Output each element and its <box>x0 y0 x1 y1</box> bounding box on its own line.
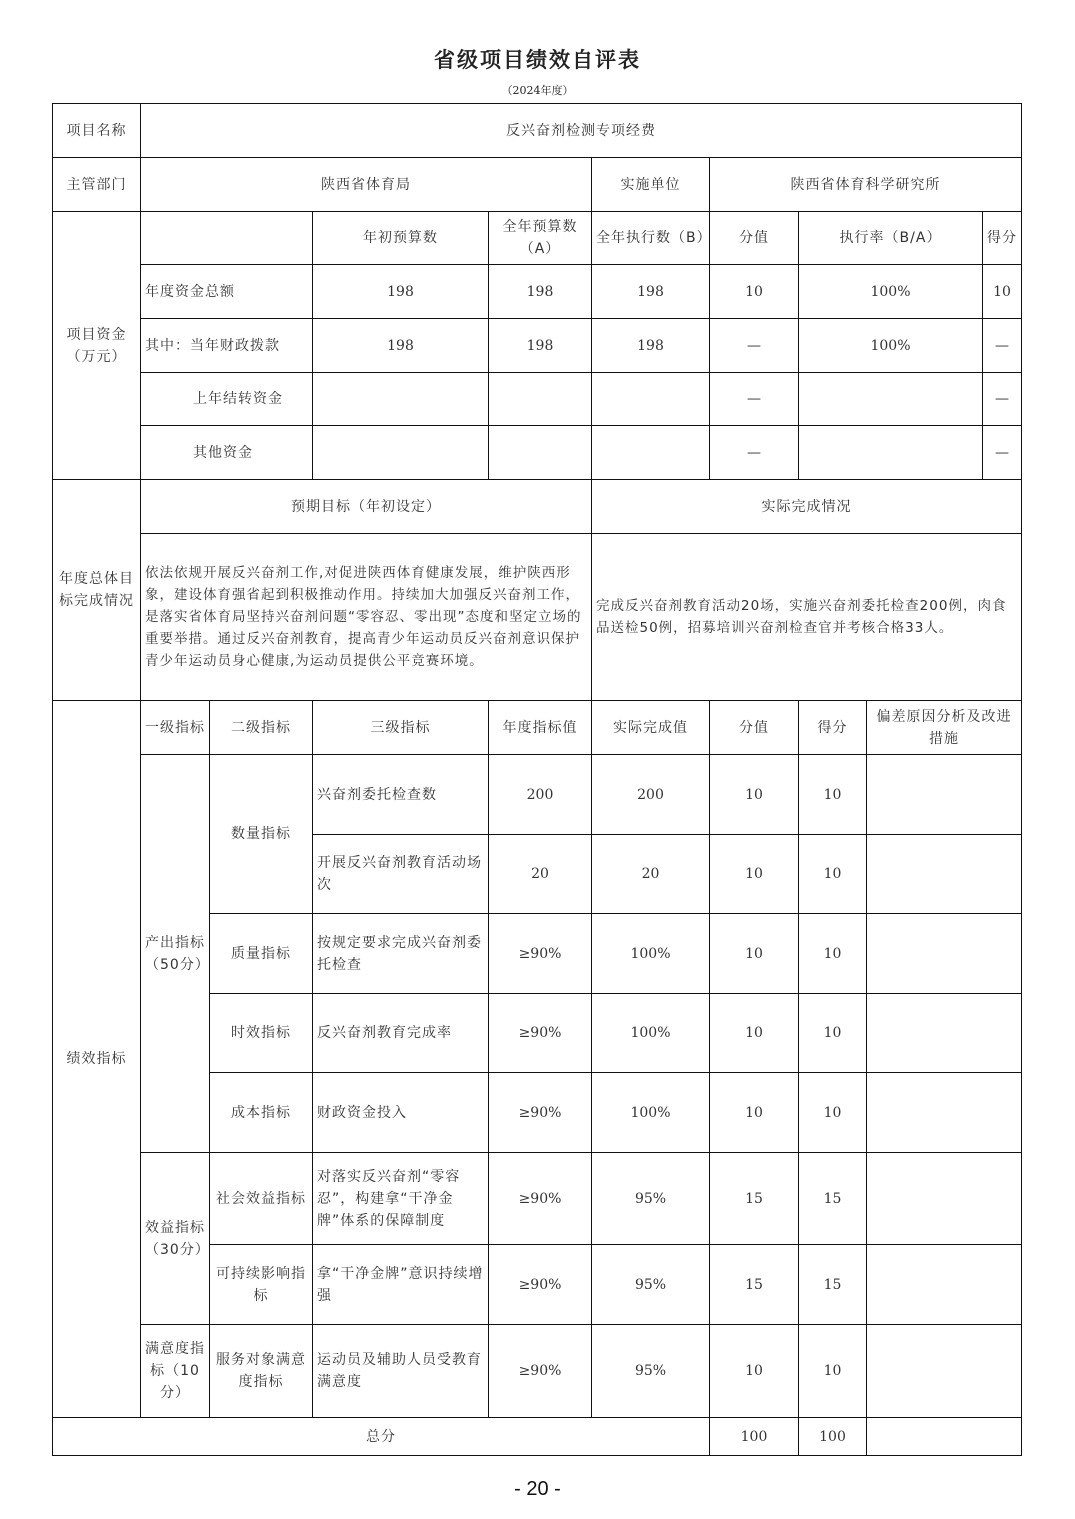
target-value: 20 <box>489 835 592 914</box>
funds-row <box>53 426 1022 480</box>
score: 15 <box>799 1245 867 1325</box>
score-value: 10 <box>710 1073 799 1153</box>
level3-text: 兴奋剂委托检查数 <box>313 755 489 835</box>
header-level2: 二级指标 <box>210 701 313 755</box>
level2-quality: 质量指标 <box>210 914 313 994</box>
actual-value: 200 <box>592 755 710 835</box>
funds-executed <box>592 373 710 426</box>
funds-initial: 198 <box>313 265 489 319</box>
funds-score: — <box>983 373 1022 426</box>
header-level1: 一级指标 <box>141 701 210 755</box>
funds-section-label: 项目资金（万元） <box>53 212 141 480</box>
level3-text: 拿“干净金牌”意识持续增强 <box>313 1245 489 1325</box>
level1-output: 产出指标（50分） <box>141 755 210 1153</box>
funds-header-row <box>53 212 1022 265</box>
funds-header-rate: 执行率（B/A） <box>799 212 983 265</box>
actual-value: 95% <box>592 1245 710 1325</box>
total-row <box>53 1418 1022 1456</box>
actual-value: 100% <box>592 914 710 994</box>
funds-executed <box>592 426 710 480</box>
target-value: ≥90% <box>489 1325 592 1418</box>
header-analysis: 偏差原因分析及改进措施 <box>867 701 1022 755</box>
funds-rate: 100% <box>799 265 983 319</box>
actual-completion-text: 完成反兴奋剂教育活动20场，实施兴奋剂委托检查200例，肉食品送检50例，招募培训兴奋剂检查官并考核合格33人。 <box>592 534 1022 701</box>
page-number: - 20 - <box>514 1478 561 1500</box>
level2-cost: 成本指标 <box>210 1073 313 1153</box>
funds-header-score-value: 分值 <box>710 212 799 265</box>
project-name-value: 反兴奋剂检测专项经费 <box>141 104 1022 158</box>
funds-row-label: 其中：当年财政拨款 <box>141 319 313 373</box>
score: 10 <box>799 1073 867 1153</box>
funds-score: 10 <box>983 265 1022 319</box>
funds-score-value: — <box>710 319 799 373</box>
total-score: 100 <box>799 1418 867 1456</box>
funds-initial <box>313 373 489 426</box>
funds-rate <box>799 426 983 480</box>
score: 10 <box>799 914 867 994</box>
funds-score-value: — <box>710 373 799 426</box>
level3-text: 财政资金投入 <box>313 1073 489 1153</box>
funds-header-annual: 全年预算数（A） <box>489 212 592 265</box>
analysis <box>867 914 1022 994</box>
header-target: 年度指标值 <box>489 701 592 755</box>
level3-text: 对落实反兴奋剂“零容忍”，构建拿“干净金牌”体系的保障制度 <box>313 1153 489 1245</box>
total-analysis <box>867 1418 1022 1456</box>
funds-score: — <box>983 319 1022 373</box>
score: 10 <box>799 1325 867 1418</box>
funds-executed: 198 <box>592 319 710 373</box>
funds-row-label: 上年结转资金 <box>141 373 313 426</box>
total-label: 总分 <box>53 1418 710 1456</box>
score-value: 10 <box>710 914 799 994</box>
indicator-row <box>53 1153 1022 1245</box>
actual-completion-header: 实际完成情况 <box>592 480 1022 534</box>
funds-rate: 100% <box>799 319 983 373</box>
level2-quantity: 数量指标 <box>210 755 313 914</box>
level3-text: 运动员及辅助人员受教育满意度 <box>313 1325 489 1418</box>
score-value: 15 <box>710 1245 799 1325</box>
level3-text: 开展反兴奋剂教育活动场次 <box>313 835 489 914</box>
target-value: ≥90% <box>489 1245 592 1325</box>
supervising-dept-value: 陕西省体育局 <box>141 158 592 212</box>
score: 10 <box>799 994 867 1073</box>
funds-score: — <box>983 426 1022 480</box>
level3-text: 反兴奋剂教育完成率 <box>313 994 489 1073</box>
funds-initial <box>313 426 489 480</box>
funds-score-value: 10 <box>710 265 799 319</box>
funds-row <box>53 265 1022 319</box>
analysis <box>867 994 1022 1073</box>
level3-text: 按规定要求完成兴奋剂委托检查 <box>313 914 489 994</box>
funds-annual: 198 <box>489 265 592 319</box>
document-title: 省级项目绩效自评表 <box>434 48 641 72</box>
implementing-unit-label: 实施单位 <box>592 158 710 212</box>
score: 10 <box>799 755 867 835</box>
expected-goal-header: 预期目标（年初设定） <box>141 480 592 534</box>
level1-satisfaction: 满意度指标（10分） <box>141 1325 210 1418</box>
funds-executed: 198 <box>592 265 710 319</box>
funds-initial: 198 <box>313 319 489 373</box>
project-name-label: 项目名称 <box>53 104 141 158</box>
funds-row <box>53 373 1022 426</box>
evaluation-table <box>52 103 1022 1456</box>
project-name-row <box>53 104 1022 158</box>
indicator-row <box>53 1325 1022 1418</box>
analysis <box>867 755 1022 835</box>
score-value: 10 <box>710 994 799 1073</box>
level2-social-benefit: 社会效益指标 <box>210 1153 313 1245</box>
analysis <box>867 1153 1022 1245</box>
target-value: ≥90% <box>489 1073 592 1153</box>
funds-annual <box>489 373 592 426</box>
header-score: 得分 <box>799 701 867 755</box>
funds-header-blank <box>141 212 313 265</box>
analysis <box>867 1325 1022 1418</box>
actual-value: 20 <box>592 835 710 914</box>
document-year: （2024年度） <box>501 84 574 97</box>
department-row <box>53 158 1022 212</box>
header-score-value: 分值 <box>710 701 799 755</box>
indicators-header-row <box>53 701 1022 755</box>
expected-goal-text: 依法依规开展反兴奋剂工作,对促进陕西体育健康发展，维护陕西形象，建设体育强省起到积极推动作用。持续加大加强反兴奋剂工作，是落实省体育局坚持兴奋剂问题“零容忍、零出现”态度和坚定立场的重要举措。通过反兴奋剂教育，提高青少年运动员反兴奋剂意识保护青少年运动员身心健康,为运动员提供公平竞赛环境。 <box>141 534 592 701</box>
actual-value: 100% <box>592 994 710 1073</box>
target-value: ≥90% <box>489 1153 592 1245</box>
analysis <box>867 1245 1022 1325</box>
analysis <box>867 835 1022 914</box>
actual-value: 95% <box>592 1325 710 1418</box>
funds-header-executed: 全年执行数（B） <box>592 212 710 265</box>
funds-row <box>53 319 1022 373</box>
funds-header-initial: 年初预算数 <box>313 212 489 265</box>
total-score-value: 100 <box>710 1418 799 1456</box>
supervising-dept-label: 主管部门 <box>53 158 141 212</box>
score-value: 15 <box>710 1153 799 1245</box>
analysis <box>867 1073 1022 1153</box>
score-value: 10 <box>710 755 799 835</box>
funds-header-score: 得分 <box>983 212 1022 265</box>
target-value: ≥90% <box>489 994 592 1073</box>
header-level3: 三级指标 <box>313 701 489 755</box>
funds-rate <box>799 373 983 426</box>
target-value: ≥90% <box>489 914 592 994</box>
indicators-section-label: 绩效指标 <box>53 701 141 1418</box>
score-value: 10 <box>710 1325 799 1418</box>
level2-service-satisfaction: 服务对象满意度指标 <box>210 1325 313 1418</box>
funds-row-label: 年度资金总额 <box>141 265 313 319</box>
indicator-row <box>53 755 1022 835</box>
score: 10 <box>799 835 867 914</box>
target-value: 200 <box>489 755 592 835</box>
score-value: 10 <box>710 835 799 914</box>
funds-row-label: 其他资金 <box>141 426 313 480</box>
actual-value: 95% <box>592 1153 710 1245</box>
goals-content-row <box>53 534 1022 701</box>
funds-annual: 198 <box>489 319 592 373</box>
header-actual: 实际完成值 <box>592 701 710 755</box>
goals-header-row <box>53 480 1022 534</box>
level1-benefit: 效益指标（30分） <box>141 1153 210 1325</box>
goals-section-label: 年度总体目标完成情况 <box>53 480 141 701</box>
level2-sustainability: 可持续影响指标 <box>210 1245 313 1325</box>
implementing-unit-value: 陕西省体育科学研究所 <box>710 158 1022 212</box>
funds-score-value: — <box>710 426 799 480</box>
score: 15 <box>799 1153 867 1245</box>
actual-value: 100% <box>592 1073 710 1153</box>
funds-annual <box>489 426 592 480</box>
level2-timeliness: 时效指标 <box>210 994 313 1073</box>
